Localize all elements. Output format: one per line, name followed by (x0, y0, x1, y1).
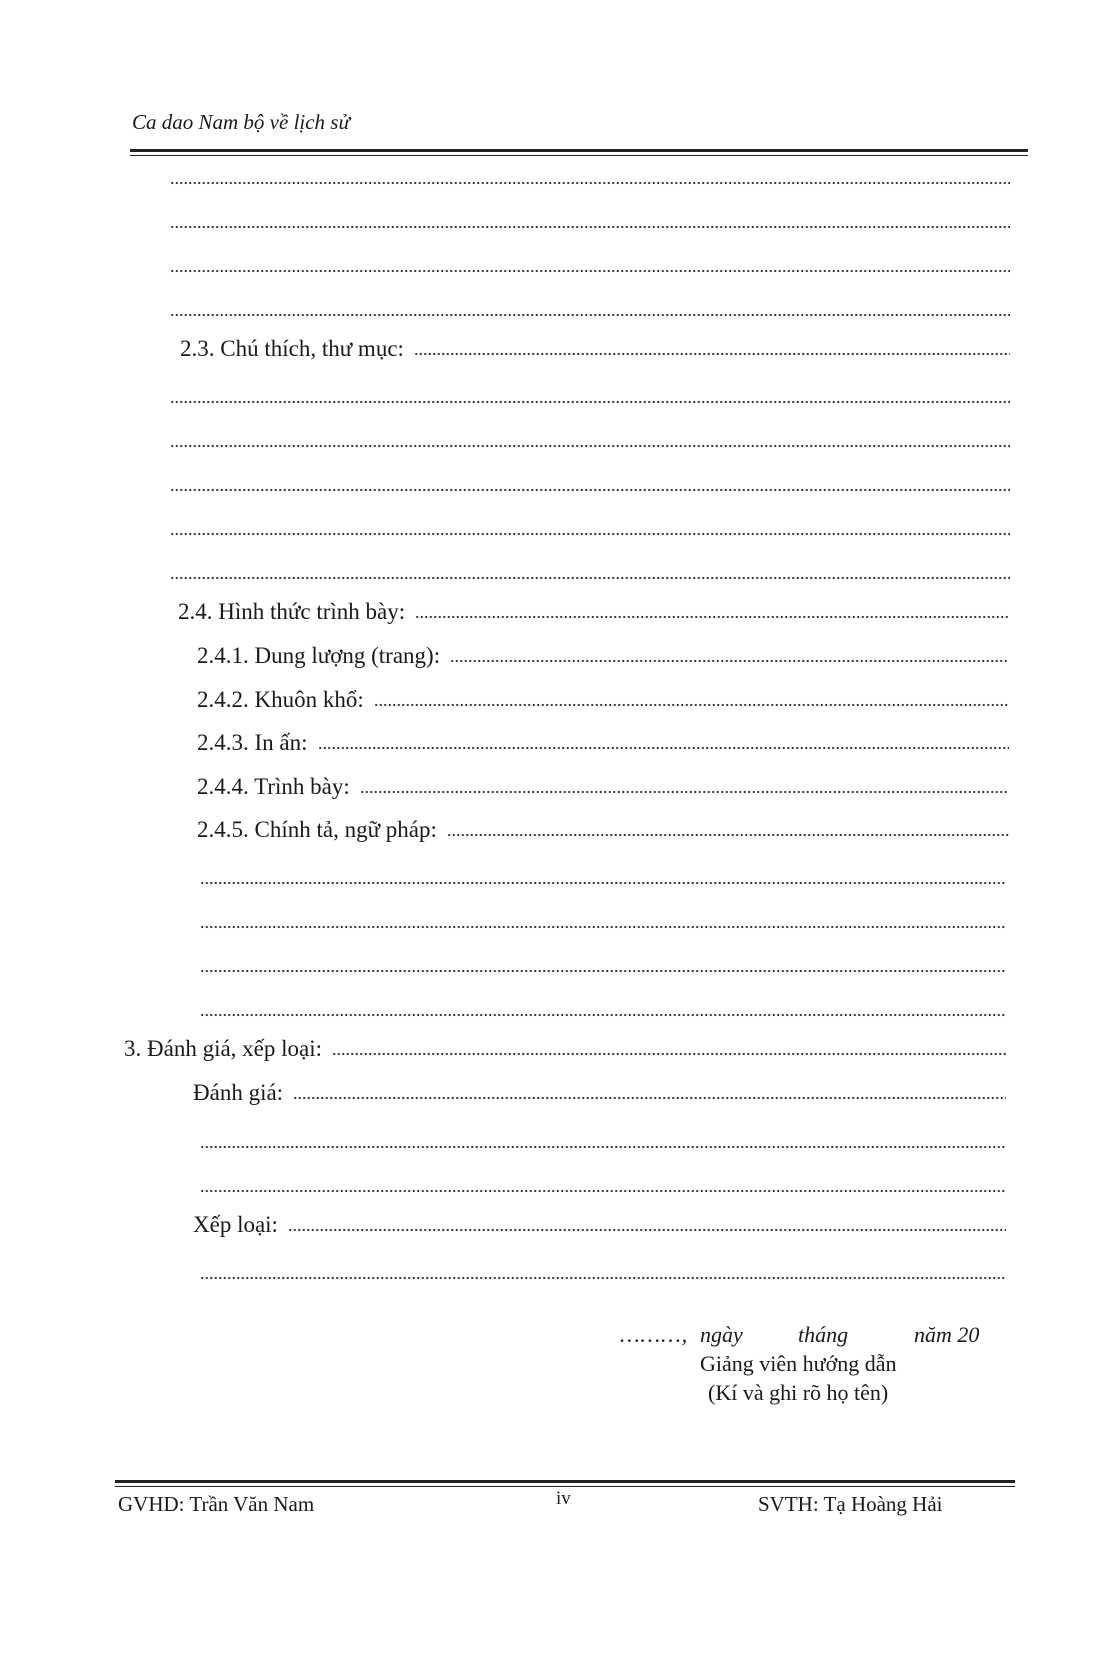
form-line (170, 250, 1010, 280)
month-label: tháng (798, 1322, 849, 1347)
danh-gia-line: Đánh giá: (193, 1077, 1006, 1107)
day-label: ngày (700, 1322, 743, 1347)
signature-role: Giảng viên hướng dẫn (700, 1351, 897, 1376)
dotted-fill (415, 614, 1008, 620)
form-line (170, 513, 1010, 543)
section-3-line: 3. Đánh giá, xếp loại: (124, 1033, 1006, 1063)
dotted-fill (170, 224, 1010, 230)
dotted-fill (288, 1227, 1006, 1233)
section-2-4-2-line: 2.4.2. Khuôn khổ: (197, 684, 1009, 714)
dotted-fill (170, 575, 1010, 581)
page-header-title: Ca dao Nam bộ về lịch sử (132, 110, 350, 134)
dotted-fill (318, 745, 1009, 751)
form-line (200, 862, 1006, 892)
form-line (200, 1126, 1006, 1156)
dotted-fill (332, 1051, 1006, 1057)
form-line (170, 381, 1010, 411)
dotted-fill (170, 531, 1010, 537)
footer-advisor: GVHD: Trần Văn Nam (118, 1492, 315, 1516)
footer-rule-thick (115, 1480, 1015, 1483)
dotted-fill (200, 1144, 1006, 1150)
section-2-4-line: 2.4. Hình thức trình bày: (178, 596, 1008, 626)
section-2-4-1-line: 2.4.1. Dung lượng (trang): (197, 640, 1009, 670)
dotted-fill (360, 789, 1009, 795)
dotted-fill (293, 1095, 1006, 1101)
form-line (170, 294, 1010, 324)
date-dots: ………, (620, 1322, 689, 1347)
footer-student: SVTH: Tạ Hoàng Hải (758, 1492, 943, 1516)
form-line (170, 162, 1010, 192)
form-line (200, 906, 1006, 936)
signature-date (620, 1322, 1000, 1348)
dotted-fill (170, 443, 1010, 449)
dotted-fill (170, 487, 1010, 493)
form-line (170, 206, 1010, 236)
year-label: năm 20 (914, 1322, 980, 1347)
dotted-fill (170, 180, 1010, 186)
dotted-fill (200, 924, 1006, 930)
dotted-fill (200, 1188, 1006, 1194)
form-line (200, 994, 1006, 1024)
form-line (200, 1257, 1006, 1287)
dotted-fill (170, 268, 1010, 274)
form-line (170, 425, 1010, 455)
section-2-4-4-line: 2.4.4. Trình bày: (197, 771, 1009, 801)
dotted-fill (447, 832, 1009, 838)
footer-rule-thin (115, 1486, 1015, 1487)
dotted-fill (200, 880, 1006, 886)
section-2-4-5-line: 2.4.5. Chính tả, ngữ pháp: (197, 814, 1009, 844)
page-number: iv (556, 1488, 571, 1509)
form-line (200, 950, 1006, 980)
dotted-fill (170, 399, 1010, 405)
section-2-4-3-line: 2.4.3. In ấn: (197, 727, 1009, 757)
header-rule-thin (130, 155, 1028, 156)
form-line (170, 469, 1010, 499)
xep-loai-line: Xếp loại: (193, 1209, 1006, 1239)
dotted-fill (414, 351, 1010, 357)
dotted-fill (200, 968, 1006, 974)
form-line (200, 1170, 1006, 1200)
dotted-fill (200, 1012, 1006, 1018)
signature-note: (Kí và ghi rõ họ tên) (708, 1380, 889, 1405)
dotted-fill (200, 1275, 1006, 1281)
dotted-fill (450, 658, 1009, 664)
dotted-fill (170, 312, 1010, 318)
section-2-3-line: 2.3. Chú thích, thư mục: (180, 333, 1010, 363)
header-rule-thick (130, 149, 1028, 152)
form-line (170, 557, 1010, 587)
dotted-fill (374, 702, 1009, 708)
